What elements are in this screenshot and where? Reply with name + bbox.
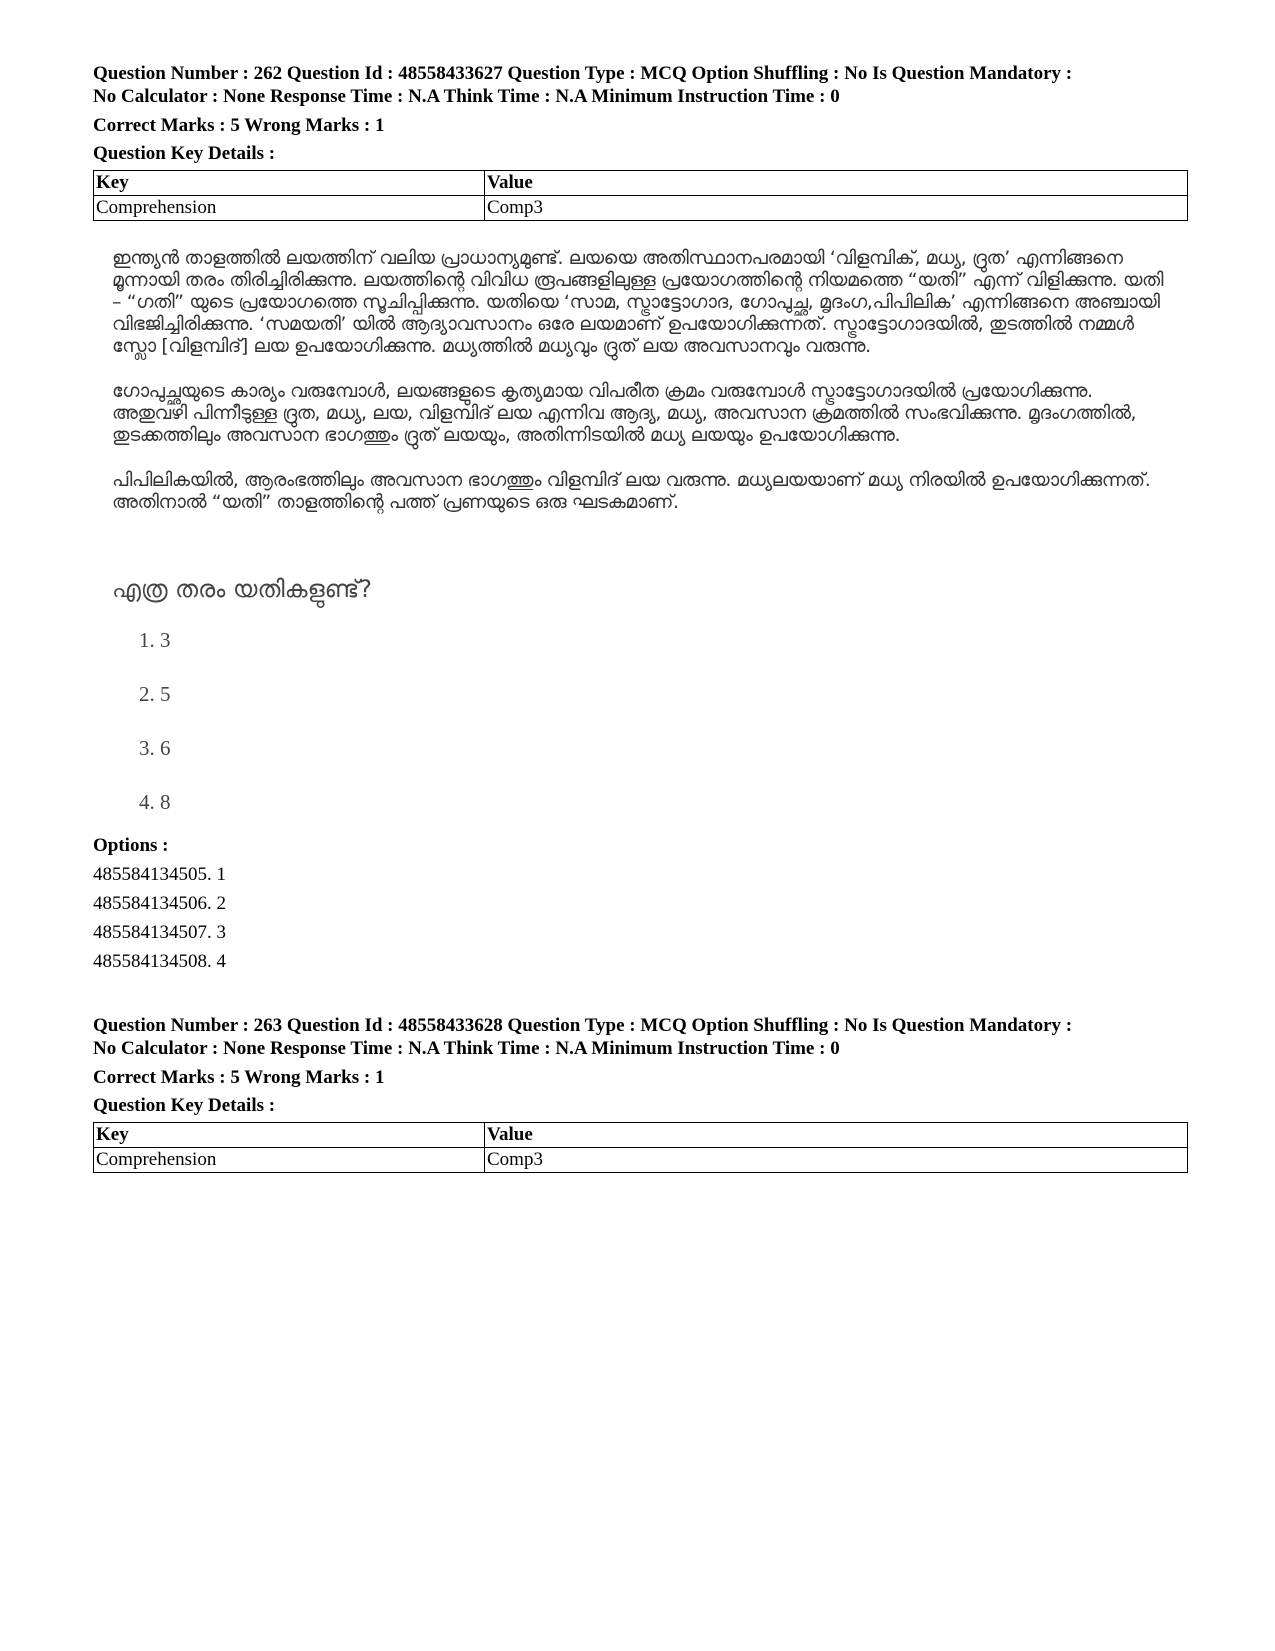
option-item: 485584134505. 1 — [93, 864, 226, 885]
question-meta-line-2: No Calculator : None Response Time : N.A Think Time : N.A Minimum Instruction Time : 0 — [93, 86, 840, 107]
options-label: Options : — [93, 835, 169, 856]
passage-paragraph-1: ഇന്ത്യൻ താളത്തിൽ ലയത്തിന് വലിയ പ്രാധാന്യമുണ്ട്. ലയയെ അതിസ്ഥാനപരമായി ‘വിളമ്പിക്, മധ്യ, ദ്രുത’ എന്നിങ്ങനെ മൂന്നായി തരം തിരിച്ചിരിക്കുന്നു. ലയത്തിന്റെ വിവിധ രൂപങ്ങളിലുള്ള പ്രയോഗത്തിന്റെ നിയമത്തെ “യതി” എന്ന് വിളിക്കുന്നു. യതി – “ഗതി” യുടെ പ്രയോഗത്തെ സൂചിപ്പിക്കുന്നു. യതിയെ ‘സാമ, സ്ട്രാട്ടോഗാദ, ഗോപുച്ഛ, മൃദംഗ,പിപിലിക’ എന്നിങ്ങനെ അഞ്ചായി വിഭജിച്ചിരിക്കുന്നു. ‘സമയതി’ യിൽ ആദ്യാവസാനം ഒരേ ലയമാണ് ഉപയോഗിക്കുന്നത്. സ്ട്രാട്ടോഗാദയിൽ, തുടത്തിൽ നമ്മൾ സ്ലോ [വിളമ്പിദ്] ലയ ഉപയോഗിക്കുന്നു. മധ്യത്തിൽ മധ്യവും ദ്രുത് ലയ അവസാനവും വരുന്നു. — [112, 247, 1164, 357]
key-details-table — [93, 170, 1188, 221]
table-header-row — [94, 171, 1188, 196]
marks-line: Correct Marks : 5 Wrong Marks : 1 — [93, 115, 385, 136]
cell-value: Comp3 — [485, 1148, 1188, 1173]
header-value: Value — [485, 1123, 1188, 1148]
header-value: Value — [485, 171, 1188, 196]
option-item: 485584134507. 3 — [93, 922, 226, 943]
question-meta-line-1: Question Number : 262 Question Id : 48558433627 Question Type : MCQ Option Shuffling : No Is Question Mandatory : — [93, 63, 1073, 84]
table-row — [94, 196, 1188, 221]
header-key: Key — [94, 1123, 485, 1148]
key-details-label: Question Key Details : — [93, 1095, 276, 1116]
key-details-label: Question Key Details : — [93, 143, 276, 164]
question-262-block — [93, 62, 1183, 976]
option-item: 485584134506. 2 — [93, 893, 226, 914]
question-263-block — [93, 1014, 1183, 1173]
table-header-row — [94, 1123, 1188, 1148]
key-details-table — [93, 1122, 1188, 1173]
question-meta-line-2: No Calculator : None Response Time : N.A Think Time : N.A Minimum Instruction Time : 0 — [93, 1038, 840, 1059]
comprehension-passage — [93, 247, 1172, 513]
marks-line: Correct Marks : 5 Wrong Marks : 1 — [93, 1067, 385, 1088]
table-row — [94, 1148, 1188, 1173]
cell-key: Comprehension — [94, 196, 485, 221]
choice-4: 4. 8 — [139, 790, 171, 814]
question-meta-line-1: Question Number : 263 Question Id : 48558433628 Question Type : MCQ Option Shuffling : No Is Question Mandatory : — [93, 1015, 1073, 1036]
question-meta — [93, 1014, 1183, 1060]
document-page — [93, 62, 1183, 1173]
question-meta — [93, 62, 1183, 108]
options-list — [93, 860, 1183, 976]
choice-1: 1. 3 — [139, 628, 171, 652]
choice-2: 2. 5 — [139, 682, 171, 706]
passage-paragraph-3: പിപിലികയിൽ, ആരംഭത്തിലും അവസാന ഭാഗത്തും വിളമ്പിദ് ലയ വരുന്നു. മധ്യലയയാണ് മധ്യ നിരയിൽ ഉപയോഗിക്കുന്നത്. അതിനാൽ “യതി” താളത്തിന്റെ പത്ത് പ്രണയുടെ ഒരു ഘടകമാണ്. — [112, 469, 1151, 513]
answer-choices — [93, 625, 1183, 841]
header-key: Key — [94, 171, 485, 196]
choice-3: 3. 6 — [139, 736, 171, 760]
cell-value: Comp3 — [485, 196, 1188, 221]
passage-paragraph-2: ഗോപുച്ഛയുടെ കാര്യം വരുമ്പോൾ, ലയങ്ങളുടെ കൃത്യമായ വിപരീത ക്രമം വരുമ്പോൾ സ്ട്രാട്ടോഗാദയിൽ പ്രയോഗിക്കുന്നു. അതുവഴി പിന്നീടുള്ള ദ്രുത, മധ്യ, ലയ, വിളമ്പിദ് ലയ എന്നിവ ആദ്യ, മധ്യ, അവസാന ക്രമത്തിൽ സംഭവിക്കുന്നു. മൃദംഗത്തിൽ, തുടക്കത്തിലും അവസാന ഭാഗത്തും ദ്രുത് ലയയും, അതിന്നിടയിൽ മധ്യ ലയയും ഉപയോഗിക്കുന്നു. — [112, 380, 1137, 446]
option-item: 485584134508. 4 — [93, 951, 226, 972]
cell-key: Comprehension — [94, 1148, 485, 1173]
question-text: എത്ര തരം യതികളുണ്ട്? — [112, 575, 373, 603]
